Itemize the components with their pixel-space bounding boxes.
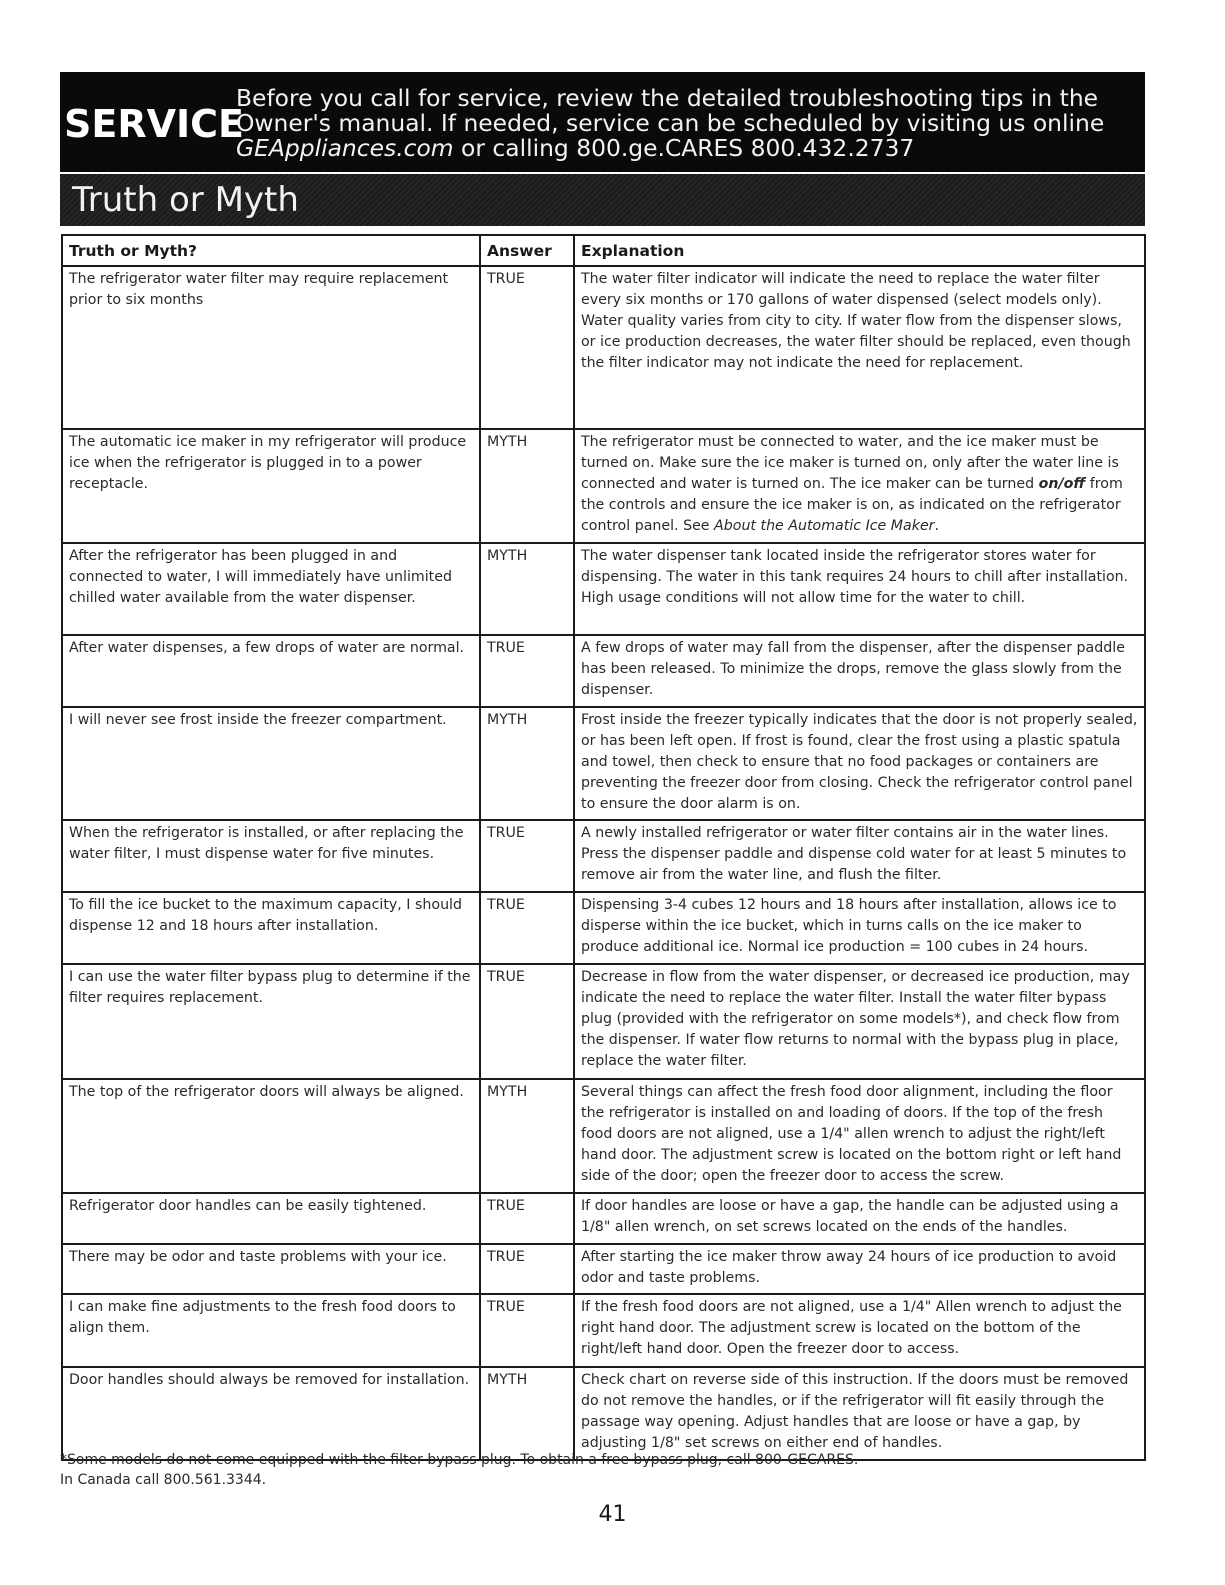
answer-cell: MYTH — [480, 1079, 574, 1193]
explanation-text: from the controls and ensure the ice maker is on, as indicated on the refrigerator control panel. See — [581, 476, 1123, 534]
table-row — [62, 707, 1145, 820]
explanation-cell: A newly installed refrigerator or water filter contains air in the water lines. Press the dispenser paddle and dispense cold water for at least 5 minutes to remove air from the water line, and flush the filter. — [574, 820, 1145, 892]
answer-cell: TRUE — [480, 635, 574, 707]
explanation-cell: Frost inside the freezer typically indicates that the door is not properly sealed, or has been left open. If frost is found, clear the frost using a plastic spatula and towel, then check to ensure that no food packages or containers are preventing the freezer door from closing. Check the refrigerator control panel to ensure the door alarm is on. — [574, 707, 1145, 820]
question-cell: The top of the refrigerator doors will always be aligned. — [62, 1079, 480, 1193]
service-text — [236, 86, 1136, 161]
answer-cell: TRUE — [480, 1193, 574, 1244]
service-text-phone: or calling 800.ge.CARES 800.432.2737 — [453, 134, 915, 162]
explanation-cell: If the fresh food doors are not aligned, use a 1/4" Allen wrench to adjust the right hand door. The adjustment screw is located on the bottom of the right/left hand door. Open the freezer door to access. — [574, 1294, 1145, 1367]
table-row — [62, 1244, 1145, 1294]
answer-cell: TRUE — [480, 266, 574, 429]
footnote-bypass-plug: *Some models do not come equipped with the filter bypass plug. To obtain a free bypass plug, call 800-GECARES. — [60, 1452, 859, 1468]
explanation-text: . — [934, 518, 940, 534]
explanation-cell: A few drops of water may fall from the dispenser, after the dispenser paddle has been released. To minimize the drops, remove the glass slowly from the dispenser. — [574, 635, 1145, 707]
table-row — [62, 1367, 1145, 1460]
page-number: 41 — [598, 1502, 627, 1527]
explanation-cell — [574, 429, 1145, 543]
header-answer: Answer — [480, 235, 574, 266]
explanation-cell: The water filter indicator will indicate the need to replace the water filter every six months or 170 gallons of water dispensed (select models only). Water quality varies from city to city. If water flow from the dispenser slows, or ice production decreases, the water filter should be replaced, even though the filter indicator may not indicate the need for replacement. — [574, 266, 1145, 429]
answer-cell: TRUE — [480, 820, 574, 892]
table-row — [62, 1294, 1145, 1367]
explanation-cell: Dispensing 3-4 cubes 12 hours and 18 hours after installation, allows ice to disperse within the ice bucket, which in turns calls on the ice maker to produce additional ice. Normal ice production = 100 cubes in 24 hours. — [574, 892, 1145, 964]
table-row — [62, 964, 1145, 1079]
service-text-intro: Before you call for service, review the detailed troubleshooting tips in the Owner's manual. If needed, service can be scheduled by visiting us online — [236, 84, 1105, 137]
answer-cell: MYTH — [480, 429, 574, 543]
table-row — [62, 1079, 1145, 1193]
explanation-cell: The water dispenser tank located inside the refrigerator stores water for dispensing. The water in this tank requires 24 hours to chill after installation. High usage conditions will not allow time for the water to chill. — [574, 543, 1145, 635]
header-question: Truth or Myth? — [62, 235, 480, 266]
answer-cell: TRUE — [480, 1244, 574, 1294]
answer-cell: MYTH — [480, 543, 574, 635]
explanation-cell: Check chart on reverse side of this instruction. If the doors must be removed do not remove the handles, or if the refrigerator will fit easily through the passage way opening. Adjust handles that are loose or have a gap, by adjusting 1/8" set screws on either end of handles. — [574, 1367, 1145, 1460]
service-link[interactable]: GEAppliances.com — [236, 134, 454, 162]
footnote-canada: In Canada call 800.561.3344. — [60, 1472, 267, 1488]
truth-or-myth-table — [61, 234, 1146, 1461]
answer-cell: TRUE — [480, 1294, 574, 1367]
question-cell: I will never see frost inside the freezer compartment. — [62, 707, 480, 820]
table-header-row — [62, 235, 1145, 266]
question-cell: The automatic ice maker in my refrigerator will produce ice when the refrigerator is plugged in to a power receptacle. — [62, 429, 480, 543]
table-row — [62, 635, 1145, 707]
table-row — [62, 892, 1145, 964]
question-cell: I can use the water filter bypass plug to determine if the filter requires replacement. — [62, 964, 480, 1079]
header-explanation: Explanation — [574, 235, 1145, 266]
question-cell: There may be odor and taste problems with your ice. — [62, 1244, 480, 1294]
section-header — [60, 174, 1145, 226]
table-row — [62, 266, 1145, 429]
question-cell: To fill the ice bucket to the maximum capacity, I should dispense 12 and 18 hours after installation. — [62, 892, 480, 964]
table-row — [62, 1193, 1145, 1244]
table-row — [62, 543, 1145, 635]
question-cell: Refrigerator door handles can be easily tightened. — [62, 1193, 480, 1244]
table-row — [62, 429, 1145, 543]
question-cell: Door handles should always be removed for installation. — [62, 1367, 480, 1460]
service-banner — [60, 72, 1145, 172]
answer-cell: MYTH — [480, 707, 574, 820]
service-label: SERVICE — [64, 102, 244, 146]
answer-cell: MYTH — [480, 1367, 574, 1460]
explanation-text: The refrigerator must be connected to water, and the ice maker must be turned on. Make sure the ice maker is turned on, only after the water line is connected and water is turned on. The ice maker can be turned — [581, 434, 1119, 492]
footnote — [60, 1450, 1160, 1490]
section-title: Truth or Myth — [72, 180, 299, 220]
explanation-emphasis: on/off — [1038, 476, 1086, 492]
explanation-reference: About the Automatic Ice Maker — [714, 518, 935, 534]
question-cell: When the refrigerator is installed, or after replacing the water filter, I must dispense water for five minutes. — [62, 820, 480, 892]
question-cell: I can make fine adjustments to the fresh food doors to align them. — [62, 1294, 480, 1367]
explanation-cell: Several things can affect the fresh food door alignment, including the floor the refrigerator is installed on and loading of doors. If the top of the fresh food doors are not aligned, use a 1/4" allen wrench to adjust the right/left hand door. The adjustment screw is located on the bottom right or left hand side of the door; open the freezer door to access the screw. — [574, 1079, 1145, 1193]
explanation-cell: After starting the ice maker throw away 24 hours of ice production to avoid odor and taste problems. — [574, 1244, 1145, 1294]
answer-cell: TRUE — [480, 892, 574, 964]
table-row — [62, 820, 1145, 892]
question-cell: The refrigerator water filter may require replacement prior to six months — [62, 266, 480, 429]
explanation-cell: If door handles are loose or have a gap, the handle can be adjusted using a 1/8" allen wrench, on set screws located on the ends of the handles. — [574, 1193, 1145, 1244]
question-cell: After water dispenses, a few drops of water are normal. — [62, 635, 480, 707]
question-cell: After the refrigerator has been plugged in and connected to water, I will immediately have unlimited chilled water available from the water dispenser. — [62, 543, 480, 635]
explanation-cell: Decrease in flow from the water dispenser, or decreased ice production, may indicate the need to replace the water filter. Install the water filter bypass plug (provided with the refrigerator on some models*), and check flow from the dispenser. If water flow returns to normal with the bypass plug in place, replace the water filter. — [574, 964, 1145, 1079]
answer-cell: TRUE — [480, 964, 574, 1079]
